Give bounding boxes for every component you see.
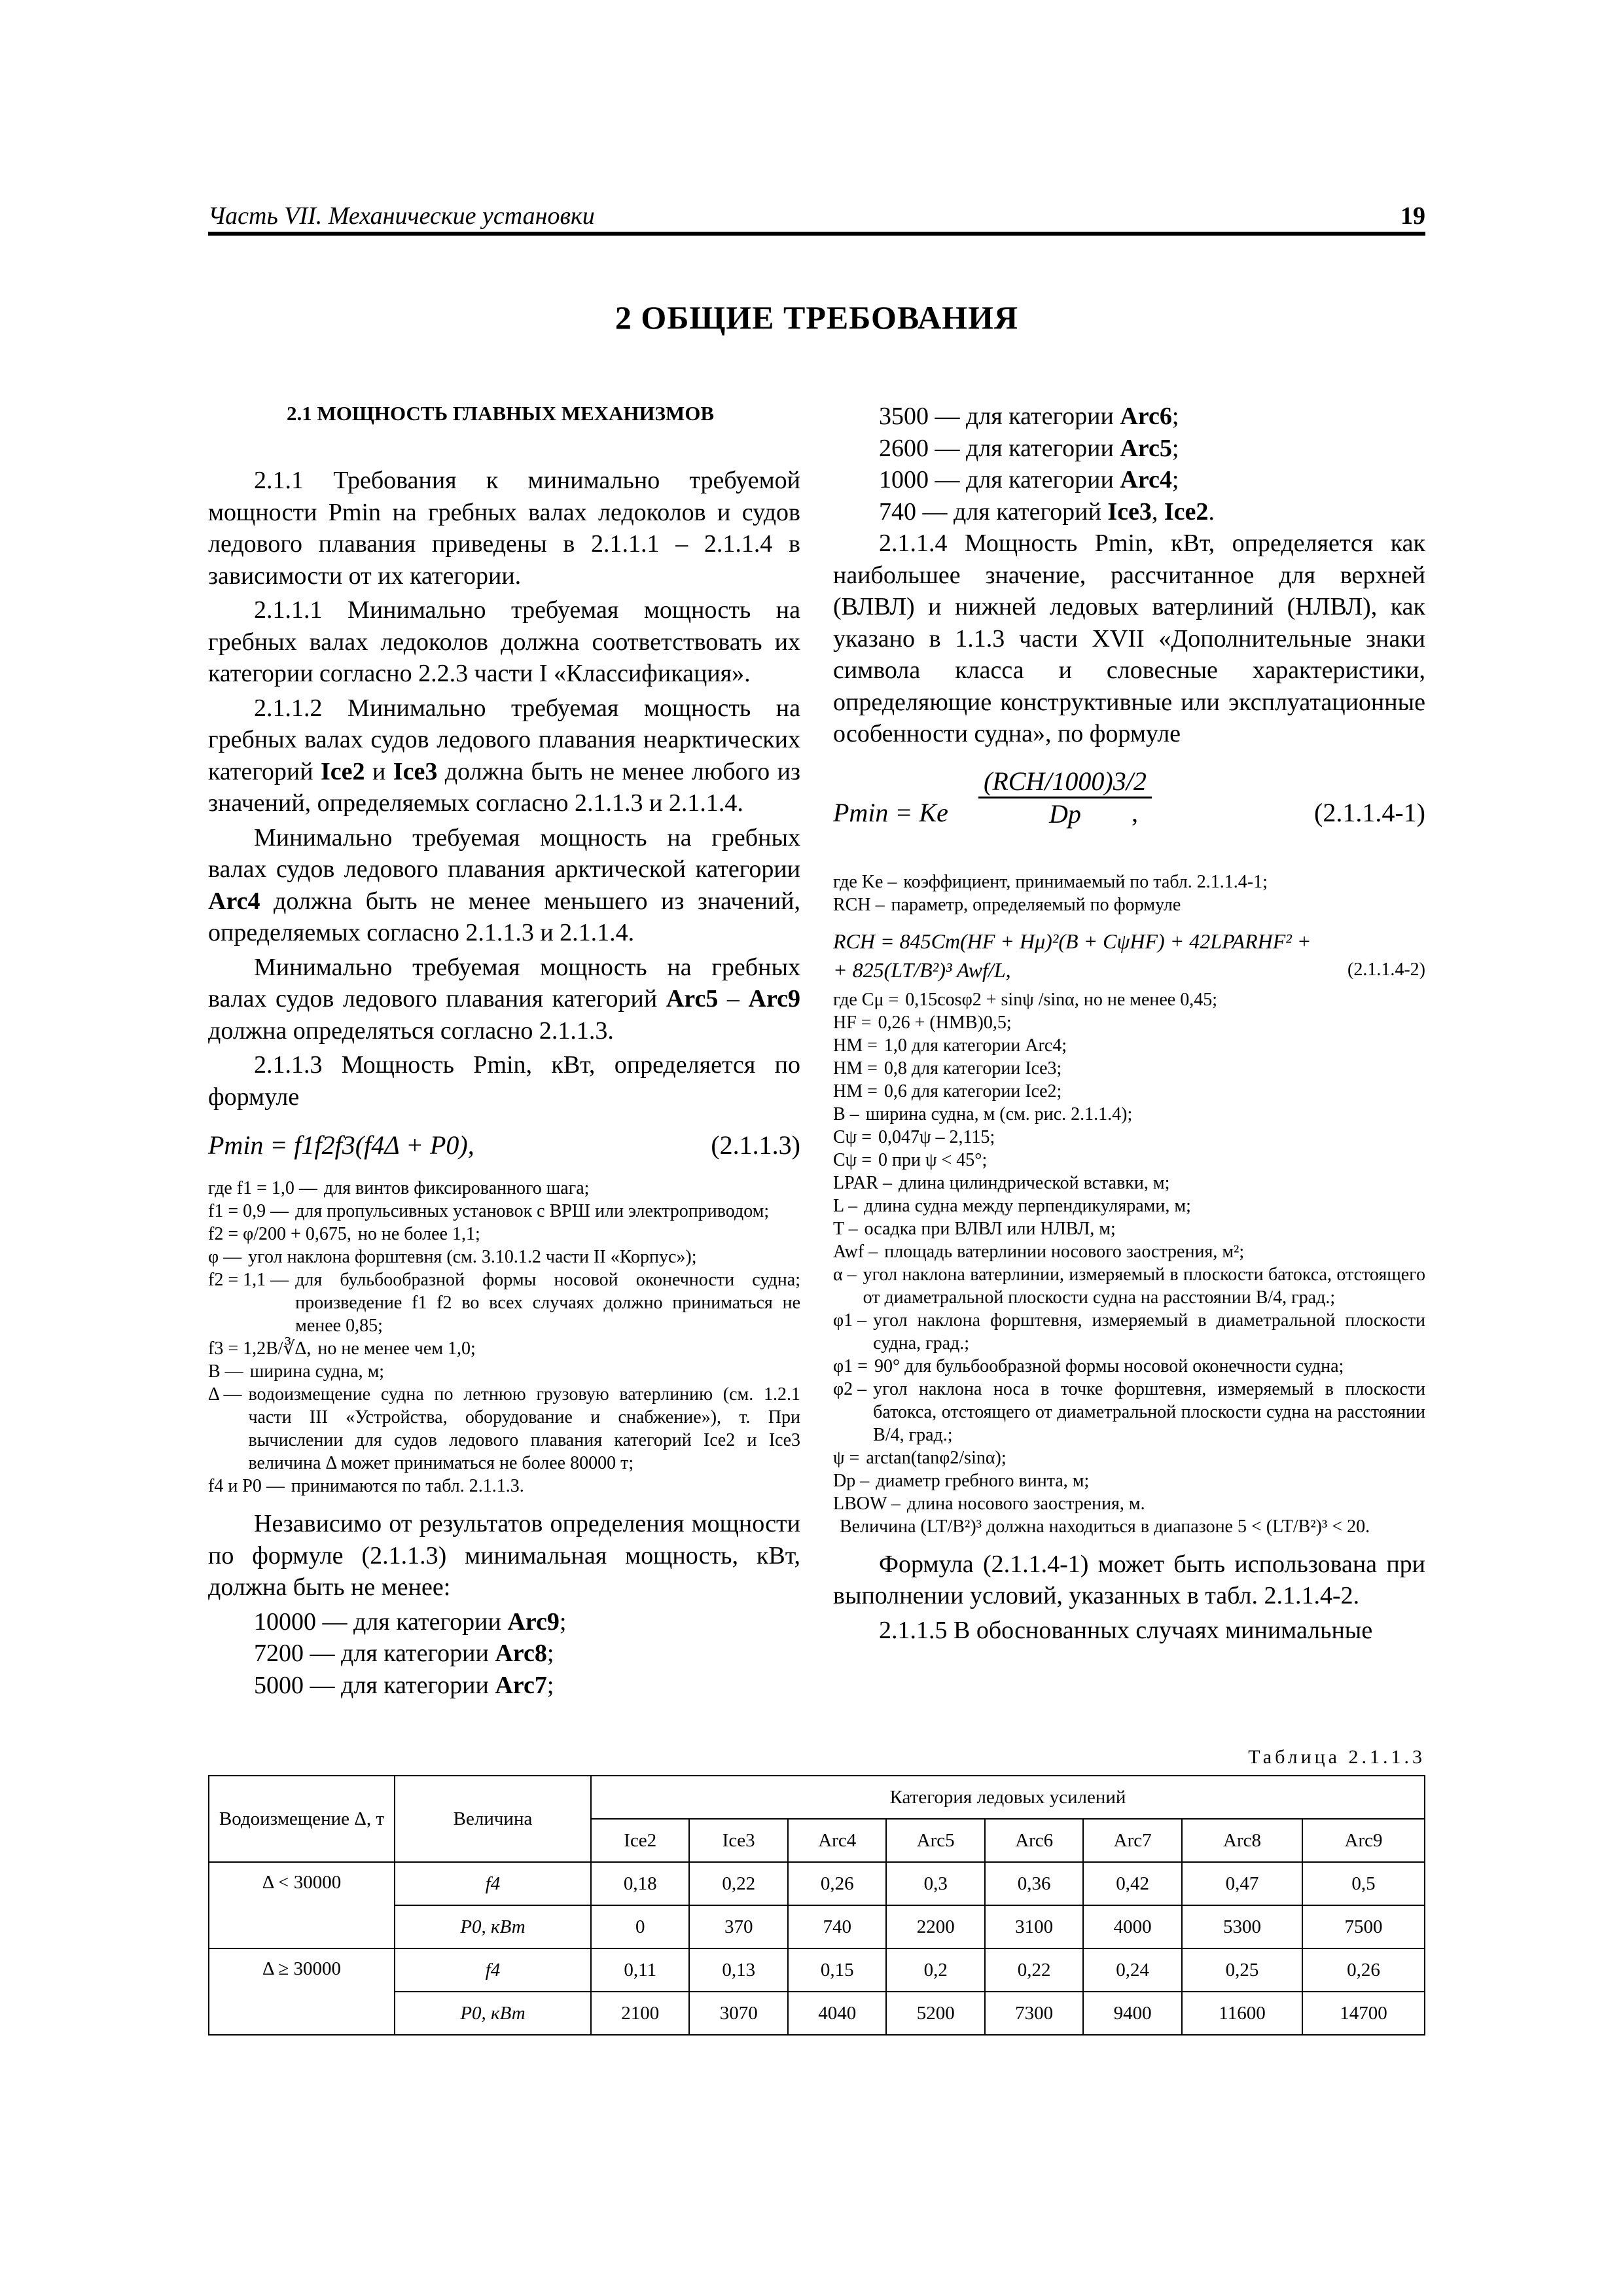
value-cell: 7500 — [1302, 1905, 1425, 1948]
definition-term: f2 = 1,1 — — [208, 1270, 289, 1290]
definition-term: Δ — — [208, 1384, 242, 1405]
definition-term: Dp – — [833, 1470, 870, 1491]
section-heading: 2.1 МОЩНОСТЬ ГЛАВНЫХ МЕХАНИЗМОВ — [287, 402, 715, 425]
definition-term: L – — [833, 1195, 858, 1216]
data-table — [208, 1775, 1425, 2036]
definition-row — [208, 1360, 800, 1383]
list-item: 10000 — для категории Arc9; — [254, 1607, 567, 1636]
paragraph: 2.1.1.3 Мощность Pmin, кВт, определяется по формуле — [208, 1051, 800, 1111]
definition-row — [833, 1194, 1425, 1217]
paragraph: Минимально требуемая мощность на гребных валах судов ледового плавания арктической категории Arc4 должна быть не менее меньшего из значений, определяемых согласно 2.1.1.3 и 2.1.1.4. — [208, 823, 800, 946]
category-header: Arc9 — [1302, 1819, 1425, 1862]
value-cell: 0 — [591, 1905, 689, 1948]
value-cell: 740 — [788, 1905, 886, 1948]
column-header-displacement: Водоизмещение Δ, т — [209, 1776, 395, 1862]
definition-term: HM = — [833, 1058, 878, 1079]
definition-row — [833, 1011, 1425, 1034]
definition-row — [833, 1126, 1425, 1149]
formula-2-1-1-4-2 — [833, 927, 1425, 984]
definition-term: RCH – — [833, 894, 885, 915]
power-list — [208, 1606, 800, 1702]
definition-text: площадь ватерлинии носового заострения, м²; — [884, 1241, 1245, 1262]
definition-text: 1,0 для категории Arc4; — [883, 1035, 1067, 1056]
definition-text: 0,047ψ – 2,115; — [878, 1126, 995, 1147]
definition-row — [833, 1217, 1425, 1240]
definition-term: Cψ = — [833, 1149, 872, 1170]
value-cell: 0,24 — [1083, 1948, 1181, 1992]
definition-text: длина цилиндрической вставки, м; — [899, 1172, 1170, 1193]
table-caption: Таблица 2.1.1.3 — [1248, 1746, 1425, 1768]
definition-text: угол наклона форштевня (см. 3.10.1.2 части II «Корпус»); — [248, 1247, 697, 1267]
definition-text: параметр, определяемый по формуле — [891, 894, 1181, 915]
definition-text: 0,6 для категории Ice2; — [883, 1081, 1062, 1102]
value-cell: 0,36 — [985, 1862, 1083, 1905]
formula-body: Pmin = f1f2f3(f4Δ + P0), — [208, 1130, 474, 1160]
value-cell: 0,2 — [886, 1948, 984, 1992]
paragraph: 2.1.1.4 Мощность Pmin, кВт, определяется как наибольшее значение, рассчитанное для верхней (ВЛВЛ) и нижней ледовых ватерлиний (НЛВЛ), как указано в 1.1.3 части XVII «Дополнительные знаки символа класса и словесные характеристики, определяющие конструктивные или эксплуатационные особенности судна», по формуле — [833, 529, 1425, 747]
definition-row — [833, 1309, 1425, 1355]
category-header: Arc5 — [886, 1819, 984, 1862]
definition-list — [208, 1177, 800, 1498]
value-cell: 0,22 — [985, 1948, 1083, 1992]
definition-text: но не более 1,1; — [357, 1224, 480, 1244]
definition-row — [208, 1177, 800, 1200]
definition-row — [208, 1475, 800, 1498]
definition-term: где Cμ = — [833, 989, 899, 1010]
fraction-numerator: (RCH/1000)3/2 — [978, 766, 1152, 798]
definition-text: диаметр гребного винта, м; — [876, 1470, 1090, 1491]
paragraph: 2.1.1.1 Минимально требуемая мощность на гребных валах ледоколов должна соответствовать их категории согласно 2.2.3 части I «Классификация». — [208, 596, 800, 687]
definition-text: Величина (LT/B²)³ должна находиться в диапазоне 5 < (LT/B²)³ < 20. — [840, 1516, 1370, 1537]
value-cell: 4000 — [1083, 1905, 1181, 1948]
table-row — [209, 1862, 1425, 1905]
value-cell: 0,18 — [591, 1862, 689, 1905]
value-cell: 11600 — [1182, 1992, 1302, 2035]
definition-row — [833, 893, 1425, 916]
formula-line: + 825(LT/B²)³ Awf/L, — [833, 958, 1011, 982]
definition-row — [833, 988, 1425, 1011]
quantity-cell: f4 — [395, 1948, 591, 1992]
definition-text: угол наклона форштевня, измеряемый в диаметральной плоскости судна, град.; — [873, 1310, 1425, 1354]
category-header: Arc4 — [788, 1819, 886, 1862]
definition-term: φ2 – — [833, 1378, 867, 1399]
paragraph: Минимально требуемая мощность на гребных валах судов ледового плавания категорий Arc5 – Arc9 должна определяться согласно 2.1.1.3. — [208, 953, 801, 1045]
definition-text: 0,26 + (HMB)0,5; — [878, 1012, 1012, 1033]
value-cell: 7300 — [985, 1992, 1083, 2035]
definition-row — [833, 1378, 1425, 1446]
definition-text: длина судна между перпендикулярами, м; — [864, 1195, 1191, 1216]
list-item: 3500 — для категории Arc6; — [879, 403, 1179, 430]
value-cell: 0,15 — [788, 1948, 886, 1992]
definition-text: длина носового заострения, м. — [906, 1493, 1145, 1514]
value-cell: 0,22 — [689, 1862, 787, 1905]
definition-text: 0,15cosφ2 + sinψ /sinα, но не менее 0,45; — [905, 989, 1218, 1010]
definition-term: ψ = — [833, 1447, 860, 1468]
definition-term: f2 = φ/200 + 0,675, — [208, 1224, 351, 1244]
list-item: 2600 — для категории Arc5; — [879, 434, 1179, 462]
definition-row — [833, 1103, 1425, 1126]
definition-row — [833, 1492, 1425, 1515]
definition-text: угол наклона носа в точке форштевня, измеряемый в плоскости батокса, отстоящего от диаметральной плоскости судна на расстоянии B/4, град.; — [873, 1378, 1425, 1445]
value-cell: 14700 — [1302, 1992, 1425, 2035]
list-item: 740 — для категорий Ice3, Ice2. — [879, 497, 1215, 526]
definition-text: водоизмещение судна по летнюю грузовую ватерлинию (см. 1.2.1 части III «Устройства, оборудование и снабжение»), т. При вычислении для судов ледового плавания категорий Ice2 и Ice3 величина Δ может приниматься не более 80000 т; — [248, 1384, 800, 1473]
chapter-title: 2 ОБЩИЕ ТРЕБОВАНИЯ — [615, 299, 1019, 336]
header-title: Часть VII. Механические установки — [208, 202, 595, 230]
definition-term: f4 и P0 — — [208, 1476, 285, 1496]
value-cell: 0,3 — [886, 1862, 984, 1905]
paragraph: 2.1.1.2 Минимально требуемая мощность на гребных валах судов ледового плавания неарктических категорий Ice2 и Ice3 должна быть не менее любого из значений, определяемых согласно 2.1.1.3 и 2.1.1.4. — [208, 694, 800, 817]
value-cell: 5200 — [886, 1992, 984, 2035]
definition-row — [833, 1469, 1425, 1492]
definition-row — [833, 1080, 1425, 1103]
formula-2-1-1-4-1 — [833, 766, 1425, 864]
column-header-quantity: Величина — [395, 1776, 591, 1862]
value-cell: 0,47 — [1182, 1862, 1302, 1905]
displacement-cell: Δ ≥ 30000 — [209, 1948, 395, 2035]
definition-term: Awf – — [833, 1241, 878, 1262]
definition-term: Cψ = — [833, 1126, 872, 1147]
definition-term — [833, 1515, 840, 1538]
formula-number: (2.1.1.4-1) — [1314, 797, 1425, 827]
definition-text: 0 при ψ < 45°; — [878, 1149, 988, 1170]
definition-term: HM = — [833, 1081, 878, 1102]
formula-2-1-1-3 — [208, 1123, 800, 1170]
definition-term: LPAR – — [833, 1172, 893, 1193]
definition-text: осадка при ВЛВЛ или НЛВЛ, м; — [864, 1218, 1116, 1239]
definition-list — [833, 988, 1425, 1538]
definition-row — [833, 870, 1425, 893]
displacement-cell: Δ < 30000 — [209, 1862, 395, 1948]
definition-text: для пропульсивных установок с ВРШ или электроприводом; — [295, 1201, 770, 1221]
definition-term: B — — [208, 1361, 243, 1382]
running-header — [208, 202, 1425, 234]
definition-row — [833, 1263, 1425, 1309]
formula-fraction — [978, 766, 1152, 829]
definition-text: угол наклона ватерлинии, измеряемый в плоскости батокса, отстоящего от диаметральной плоскости судна на расстоянии B/4, град.; — [863, 1264, 1425, 1308]
category-header: Arc8 — [1182, 1819, 1302, 1862]
value-cell: 0,42 — [1083, 1862, 1181, 1905]
definition-term: LBOW – — [833, 1493, 901, 1514]
definition-text: коэффициент, принимаемый по табл. 2.1.1.4-1; — [903, 871, 1268, 892]
definition-row — [833, 1240, 1425, 1263]
value-cell: 2100 — [591, 1992, 689, 2035]
page-number: 19 — [1400, 202, 1425, 230]
definition-text: для бульбообразной формы носовой оконечности судна; произведение f1 f2 во всех случаях должно приниматься не менее 0,85; — [295, 1270, 800, 1336]
fraction-denominator: Dp — [1048, 798, 1081, 829]
definition-text: ширина судна, м; — [249, 1361, 385, 1382]
definition-term: f3 = 1,2B/∛Δ, — [208, 1338, 312, 1359]
formula-line: RCH = 845Cm(HF + Hμ)²(B + CψHF) + 42LPARHF² + — [833, 929, 1311, 953]
definition-term: T – — [833, 1218, 858, 1239]
category-header: Ice2 — [591, 1819, 689, 1862]
definition-term: f1 = 0,9 — — [208, 1201, 289, 1221]
definition-row — [208, 1337, 800, 1360]
definition-row — [833, 1149, 1425, 1172]
category-header: Arc6 — [985, 1819, 1083, 1862]
definition-row — [208, 1200, 800, 1223]
definition-text: ширина судна, м (см. рис. 2.1.1.4); — [865, 1103, 1133, 1124]
quantity-cell: P0, кВт — [395, 1905, 591, 1948]
left-column — [208, 401, 800, 1701]
definition-term: α – — [833, 1264, 857, 1285]
value-cell: 0,25 — [1182, 1948, 1302, 1992]
right-column — [833, 401, 1425, 1649]
value-cell: 0,26 — [1302, 1948, 1425, 1992]
definition-row — [208, 1246, 800, 1268]
definition-row — [833, 1515, 1425, 1538]
list-item: 5000 — для категории Arc7; — [254, 1671, 554, 1699]
definition-text: arctan(tanφ2/sinα); — [866, 1447, 1007, 1468]
definition-text: 0,8 для категории Ice3; — [883, 1058, 1062, 1079]
paragraph: 2.1.1 Требования к минимально требуемой мощности Pmin на гребных валах ледоколов и судов ледового плавания приведены в 2.1.1.1 – 2.1.1.4 в зависимости от их категории. — [208, 467, 800, 590]
definition-text: принимаются по табл. 2.1.1.3. — [291, 1476, 524, 1496]
value-cell: 2200 — [886, 1905, 984, 1948]
paragraph: Независимо от результатов определения мощности по формуле (2.1.1.3) минимальная мощность, кВт, должна быть не менее: — [208, 1510, 800, 1601]
definition-row — [833, 1172, 1425, 1194]
value-cell: 3100 — [985, 1905, 1083, 1948]
value-cell: 9400 — [1083, 1992, 1181, 2035]
paragraph: Формула (2.1.1.4-1) может быть использована при выполнении условий, указанных в табл. 2.1.1.4-2. — [833, 1550, 1425, 1609]
value-cell: 370 — [689, 1905, 787, 1948]
value-cell: 0,5 — [1302, 1862, 1425, 1905]
column-header-category: Категория ледовых усилений — [591, 1776, 1425, 1819]
quantity-cell: f4 — [395, 1862, 591, 1905]
definition-row — [208, 1223, 800, 1246]
value-cell: 4040 — [788, 1992, 886, 2035]
definition-term: B – — [833, 1103, 859, 1124]
definition-row — [208, 1383, 800, 1475]
category-header: Ice3 — [689, 1819, 787, 1862]
value-cell: 0,13 — [689, 1948, 787, 1992]
definition-term: где f1 = 1,0 — — [208, 1178, 317, 1198]
formula-comma: , — [1132, 797, 1138, 827]
definition-term: φ — — [208, 1247, 242, 1267]
category-header: Arc7 — [1083, 1819, 1181, 1862]
definition-term: где Ke – — [833, 871, 897, 892]
definition-row — [833, 1446, 1425, 1469]
definition-term: φ1 = — [833, 1355, 868, 1376]
value-cell: 0,11 — [591, 1948, 689, 1992]
power-list — [833, 401, 1425, 528]
definition-term: HF = — [833, 1012, 872, 1033]
definition-row — [833, 1057, 1425, 1080]
definition-text: 90° для бульбообразной формы носовой оконечности судна; — [874, 1355, 1344, 1376]
header-rule — [208, 232, 1425, 236]
list-item: 1000 — для категории Arc4; — [879, 466, 1179, 493]
definition-row — [208, 1268, 800, 1337]
definition-list — [833, 870, 1425, 916]
definition-row — [833, 1034, 1425, 1057]
value-cell: 3070 — [689, 1992, 787, 2035]
list-item: 7200 — для категории Arc8; — [254, 1640, 554, 1667]
definition-term: φ1 – — [833, 1310, 867, 1331]
definition-row — [833, 1355, 1425, 1378]
definition-text: для винтов фиксированного шага; — [323, 1178, 590, 1198]
table-row — [209, 1948, 1425, 1992]
paragraph: 2.1.1.5 В обоснованных случаях минимальные — [879, 1616, 1373, 1644]
formula-number: (2.1.1.4-2) — [1347, 959, 1425, 980]
quantity-cell: P0, кВт — [395, 1992, 591, 2035]
formula-lhs: Pmin = Ke — [833, 797, 948, 827]
definition-term: HM = — [833, 1035, 878, 1056]
value-cell: 0,26 — [788, 1862, 886, 1905]
formula-number: (2.1.1.3) — [711, 1130, 800, 1160]
definition-text: но не менее чем 1,0; — [317, 1338, 476, 1359]
value-cell: 5300 — [1182, 1905, 1302, 1948]
